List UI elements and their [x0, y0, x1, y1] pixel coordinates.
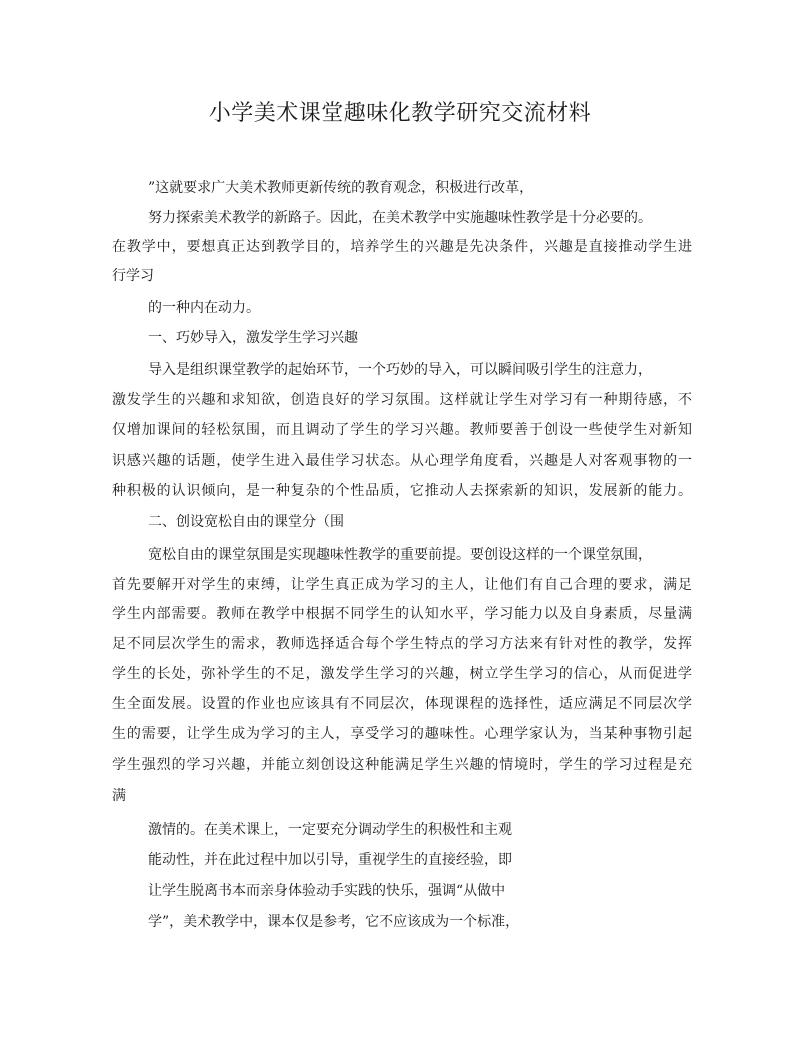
- section-heading: 二、创设宽松自由的课堂分（围: [148, 514, 344, 530]
- paragraph-line: 生的需要，让学生成为学习的主人，享受学习的趣味性。心理学家认为，当某种事物引起: [112, 726, 692, 742]
- paragraph-line: 学生内部需要。教师在教学中根据不同学生的认知水平，学习能力以及自身素质，尽量满: [112, 606, 692, 622]
- paragraph-line: 识感兴趣的话题，使学生进入最佳学习状态。从心理学角度看，兴趣是人对客观事物的一: [112, 453, 692, 469]
- paragraph-line: 宽松自由的课堂氛围是实现趣味性教学的重要前提。要创设这样的一个课堂氛围，: [148, 547, 652, 563]
- document-title: 小学美术课堂趣味化教学研究交流材料: [208, 101, 592, 126]
- paragraph-line: 让学生脱离书本而亲身体验动手实践的快乐，强调“从做中: [148, 883, 506, 899]
- paragraph-line: 激情的。在美术课上，一定要充分调动学生的积极性和主观: [148, 822, 512, 838]
- paragraph-line: 的一种内在动力。: [148, 300, 260, 316]
- paragraph-line: 在教学中，要想真正达到教学目的，培养学生的兴趣是先决条件，兴趣是直接推动学生进: [112, 239, 692, 255]
- paragraph-line: 首先要解开对学生的束缚，让学生真正成为学习的主人，让他们有自己合理的要求，满足: [112, 577, 692, 593]
- paragraph-line: 努力探索美术教学的新路子。因此，在美术教学中实施趣味性教学是十分必要的。: [148, 210, 652, 226]
- paragraph-line: ”这就要求广大美术教师更新传统的教育观念，积极进行改革，: [148, 180, 534, 196]
- paragraph-line: 满: [112, 788, 126, 804]
- paragraph-line: 导入是组织课堂教学的起始环节，一个巧妙的导入，可以瞬间吸引学生的注意力，: [148, 362, 652, 378]
- paragraph-line: 激发学生的兴趣和求知欲，创造良好的学习氛围。这样就让学生对学习有一种期待感，不: [112, 392, 692, 408]
- paragraph-line: 学生的长处，弥补学生的不足，激发学生学习的兴趣，树立学生学习的信心，从而促进学: [112, 666, 692, 682]
- paragraph-line: 学”，美术教学中，课本仅是参考，它不应该成为一个标准，: [148, 914, 520, 930]
- section-heading: 一、巧妙导入，激发学生学习兴趣: [148, 330, 358, 346]
- paragraph-line: 能动性，并在此过程中加以引导，重视学生的直接经验，即: [148, 852, 512, 868]
- paragraph-line: 足不同层次学生的需求，教师选择适合每个学生特点的学习方法来有针对性的教学，发挥: [112, 636, 692, 652]
- paragraph-line: 种积极的认识倾向，是一种复杂的个性品质，它推动人去探索新的知识，发展新的能力。: [112, 483, 692, 499]
- paragraph-line: 生全面发展。设置的作业也应该具有不同层次，体现课程的选择性，适应满足不同层次学: [112, 696, 692, 712]
- paragraph-line: 仅增加课间的轻松氛围，而且调动了学生的学习兴趣。教师要善于创设一些使学生对新知: [112, 422, 692, 438]
- paragraph-line: 学生强烈的学习兴趣，并能立刻创设这种能满足学生兴趣的情境时，学生的学习过程是充: [112, 757, 692, 773]
- paragraph-line: 行学习: [112, 268, 154, 284]
